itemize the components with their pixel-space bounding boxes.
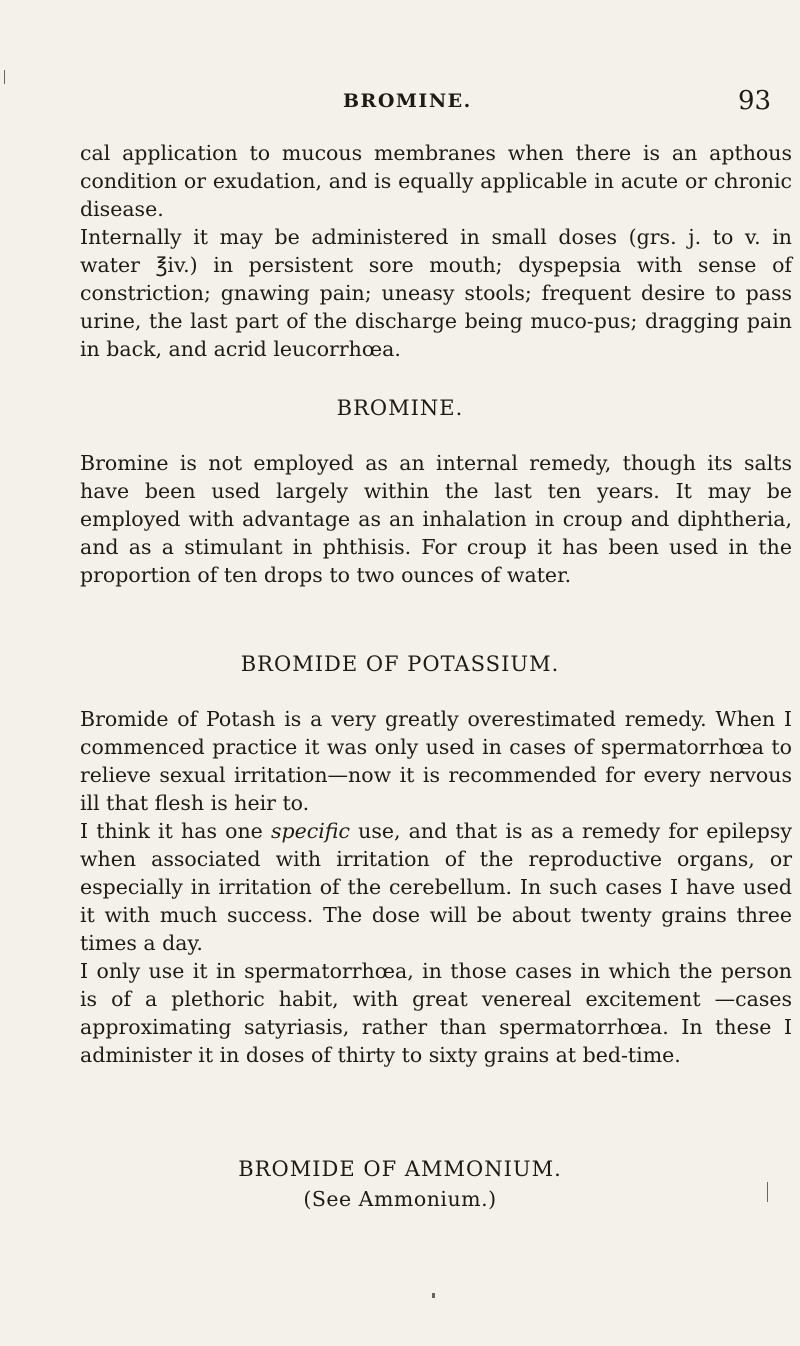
- running-title: BROMINE.: [343, 90, 472, 112]
- cross-reference-note: (See Ammonium.): [303, 1187, 497, 1211]
- paragraph: Bromide of Potash is a very greatly overestimated remedy. When I commenced practice it was only used in cases of spermatorrhœa to relieve sexual irritation—now it is recommended for every nervous ill that flesh is heir to.: [80, 707, 792, 815]
- scan-mark: [767, 1182, 768, 1202]
- section-heading-bromide-ammonium: BROMIDE OF AMMONIUM.: [238, 1157, 562, 1181]
- scan-mark: [432, 1293, 435, 1298]
- section-heading-bromide-potassium: BROMIDE OF POTASSIUM.: [240, 652, 560, 676]
- section-heading-bromine: BROMINE.: [336, 396, 464, 420]
- paragraph: I think it has one specific use, and that is as a remedy for epilepsy when associated with irritation of the reproductive organs, or especially in irritation of the cerebellum. In such cases I have used it with much success. The dose will be about twenty grains three times a day.: [80, 819, 792, 955]
- running-head: [0, 86, 800, 118]
- paragraph: cal application to mucous membranes when there is an apthous condition or exudation, and is equally applicable in acute or chronic disease.: [80, 141, 792, 221]
- paragraph: I only use it in spermatorrhœa, in those cases in which the person is of a plethoric habit, with great venereal excitement —cases approximating satyriasis, rather than spermatorrhœa. In these I administer it in doses of thirty to sixty grains at bed-time.: [80, 959, 792, 1067]
- bromine-text: [80, 449, 792, 589]
- paragraph: Bromine is not employed as an internal remedy, though its salts have been used largely within the last ten years. It may be employed with advantage as an inhalation in croup and diphtheria, and as a stimulant in phthisis. For croup it has been used in the proportion of ten drops to two ounces of water.: [80, 451, 792, 587]
- scan-mark: [4, 70, 5, 84]
- paragraph: Internally it may be administered in small doses (grs. j. to v. in water ℥iv.) in persistent sore mouth; dyspepsia with sense of constriction; gnawing pain; uneasy stools; frequent desire to pass urine, the last part of the discharge being muco-pus; dragging pain in back, and acrid leucorrhœa.: [80, 225, 792, 361]
- page-number: 93: [738, 86, 772, 116]
- continued-text: [80, 139, 792, 363]
- bromide-potassium-text: [80, 705, 792, 1069]
